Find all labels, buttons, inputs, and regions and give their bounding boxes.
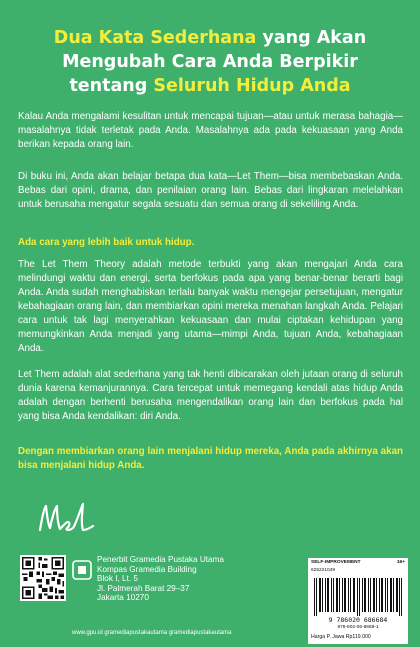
publisher-address bbox=[97, 555, 277, 603]
publisher-line: Penerbit Gramedia Pustaka Utama bbox=[97, 555, 224, 564]
paragraph-theory: The Let Them Theory adalah metode terbukti yang akan mengajari Anda cara melindungi waktu dan energi, serta berfokus pada apa yang benar-benar berarti bagi Anda. Anda sudah menghabiskan terlalu banyak waktu mengejar persetujuan, mengatur kebahagiaan orang lain, dan membiarkan opini mereka menahan langkah Anda. Pelajari cara untuk tak lagi menyerahkan kekuasaan dan mulai ciptakan kehidupan yang memungkinkan Anda menjadi yang utama—mimpi Anda, tujuan Anda, kebahagiaan Anda. bbox=[18, 259, 403, 354]
barcode-label bbox=[308, 558, 408, 644]
publisher-line: Kompas Gramedia Building bbox=[97, 564, 197, 574]
price-text: Harga P. Jawa Rp119.000 bbox=[311, 634, 371, 640]
headline-line-3 bbox=[0, 74, 420, 98]
publisher-line: Jl. Palmerah Barat 29–37 bbox=[97, 583, 190, 593]
headline-line-2: Mengubah Cara Anda Berpikir bbox=[62, 52, 358, 72]
barcode-number: 9 786020 686684 bbox=[328, 616, 388, 624]
barcode-product-code: 625221049 bbox=[311, 568, 336, 573]
headline-line-1 bbox=[0, 26, 420, 50]
headline-rest-1: yang Akan bbox=[256, 28, 367, 48]
headline-pre-3: tentang bbox=[69, 76, 154, 96]
author-signature bbox=[36, 500, 116, 536]
back-cover-headline bbox=[0, 26, 420, 98]
publisher-line: Blok I, Lt. 5 bbox=[97, 574, 138, 584]
barcode-category: SELF-IMPROVEMENT bbox=[311, 560, 361, 565]
paragraph-intro: Kalau Anda mengalami kesulitan untuk mencapai tujuan—atau untuk merasa bahagia—masalahnya tidak terletak pada Anda. Masalahnya ada pada kekuasaan yang Anda berikan kepada orang lain. bbox=[18, 111, 403, 150]
barcode-bars bbox=[312, 578, 404, 616]
publisher-line: Jakarta 10270 bbox=[97, 593, 149, 603]
barcode-age-rating: 16+ bbox=[396, 560, 405, 565]
paragraph-closing: Dengan membiarkan orang lain menjalani hidup mereka, Anda pada akhirnya akan bisa menjalani hidup Anda. bbox=[18, 446, 403, 471]
headline-highlight-3: Seluruh Hidup Anda bbox=[153, 76, 351, 96]
headline-highlight-1: Dua Kata Sederhana bbox=[53, 28, 257, 48]
paragraph-better-way: Ada cara yang lebih baik untuk hidup. bbox=[18, 237, 195, 248]
gramedia-logo-icon bbox=[72, 560, 92, 580]
paragraph-tool: Let Them adalah alat sederhana yang tak henti dibicarakan oleh jutaan orang di seluruh dunia karena kemanjurannya. Cara tercepat untuk memegang kendali atas hidup Anda adalah dengan berhenti berusaha mengendalikan orang lain dan berfokus pada hal yang bisa Anda kendalikan: diri Anda. bbox=[18, 369, 403, 422]
isbn-text: 978-602-06-8668-1 bbox=[337, 625, 379, 630]
publisher-url: www.gpu.id gramediapustakautama gramediapustakautama bbox=[72, 630, 232, 636]
qr-code bbox=[20, 555, 66, 601]
paragraph-let-them: Di buku ini, Anda akan belajar betapa dua kata—Let Them—bisa membebaskan Anda. Bebas dari opini, drama, dan penilaian orang lain. Bebas dari lingkaran melelahkan untuk berusaha mengatur segala sesuatu dan semua orang di sekeliling Anda. bbox=[18, 171, 403, 210]
